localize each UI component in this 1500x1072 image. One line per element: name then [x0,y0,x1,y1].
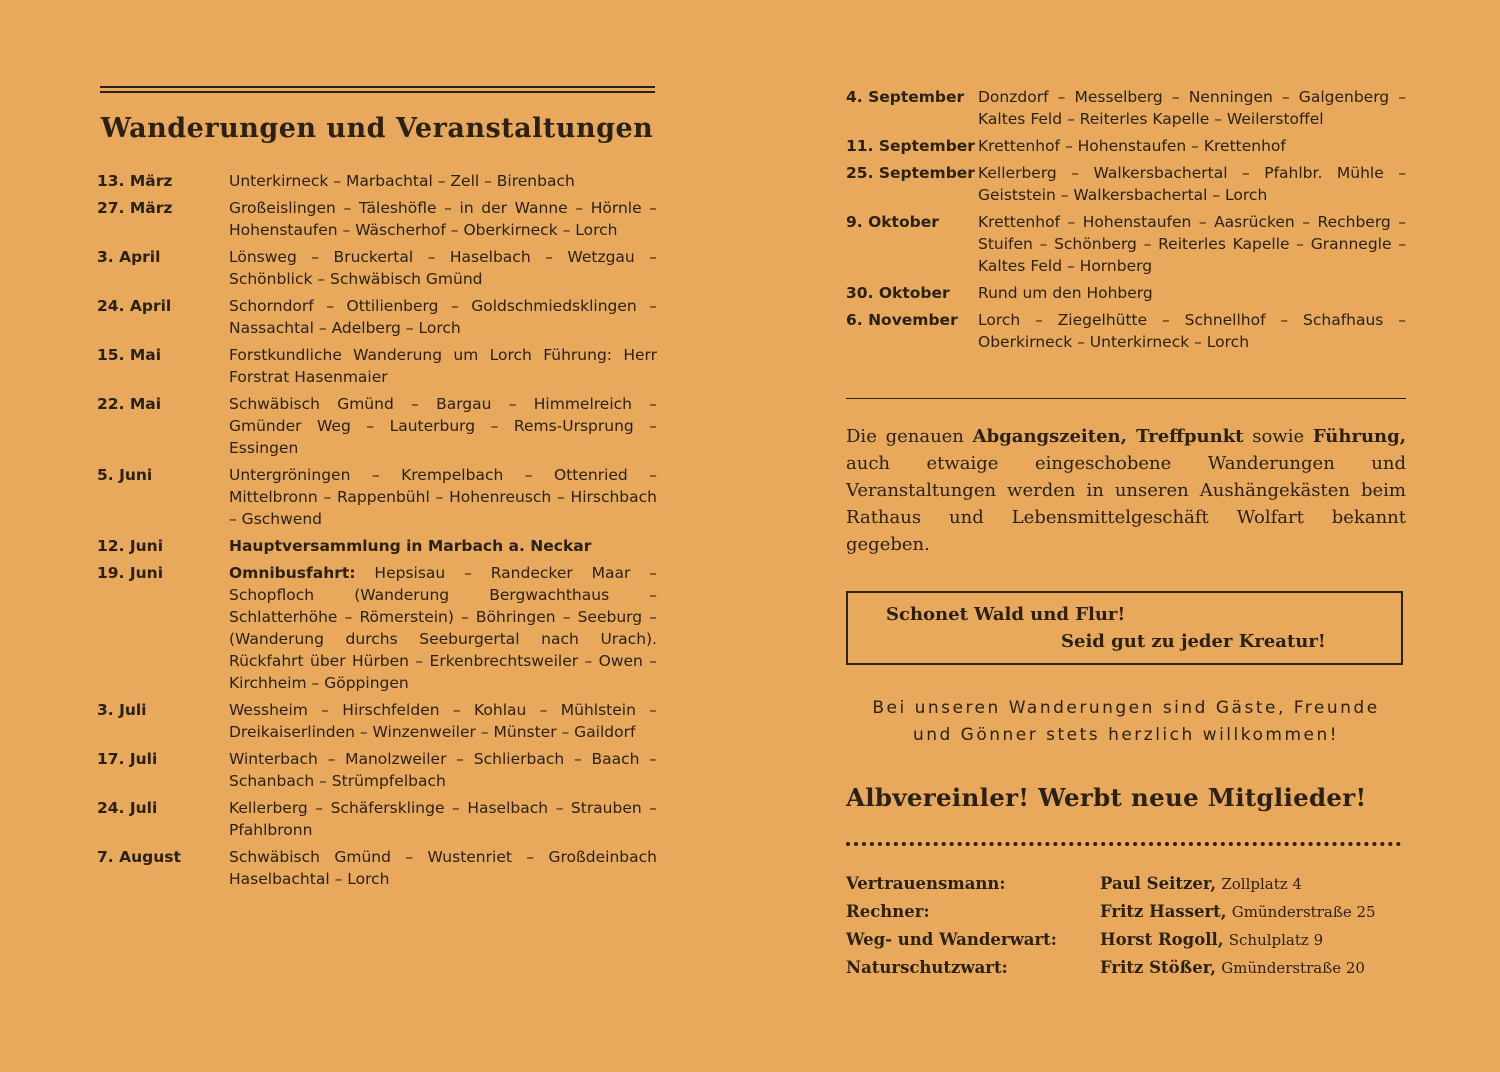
entry-route: Rund um den Hohberg [978,284,1153,302]
schedule-entry [97,344,657,388]
schedule-entry [97,562,657,694]
officer-role: Vertrauensmann: [846,874,1006,893]
welcome-text: Bei unseren Wanderungen sind Gäste, Freunde und Gönner stets herzlich willkommen! [872,698,1380,745]
entry-date: 25. September [846,164,975,182]
entry-date: 11. September [846,137,975,155]
entry-date: 5. Juni [97,466,153,484]
entry-date: 13. März [97,172,173,190]
entry-date: 12. Juni [97,537,164,555]
schedule-entry [97,535,657,557]
entry-route: Hauptversammlung in Marbach a. Neckar [229,537,592,555]
double-rule [100,86,655,93]
schedule-entry [846,162,1406,206]
right-page [846,86,1406,982]
entry-date: 19. Juni [97,564,164,582]
entry-route: Donzdorf – Messelberg – Nenningen – Galgenberg – Kaltes Feld – Reiterles Kapelle – Weilerstoffel [978,88,1406,128]
entry-date: 22. Mai [97,395,162,413]
schedule-list [97,170,657,895]
entry-date: 3. April [97,248,161,266]
membership-slogan: Albvereinler! Werbt neue Mitglieder! [846,783,1367,812]
schedule-entry [846,211,1406,277]
officers-list [846,870,1406,982]
schedule-list-continued [846,86,1406,358]
page-title: Wanderungen und Veranstaltungen [100,113,654,144]
entry-route: Omnibusfahrt: Hepsisau – Randecker Maar – Schopfloch (Wanderung Bergwachthaus – Schlatterhöhe – Römerstein) – Böhringen – Seeburg – (Wanderung durchs Seeburgertal nach Urach). Rückfahrt über Hürben – Erkenbrechtsweiler – Owen – Kirchheim – Göppingen [229,564,657,692]
officer-row [846,870,1406,898]
schedule-entry [97,748,657,792]
dotted-divider [846,842,1401,846]
entry-route: Forstkundliche Wanderung um Lorch Führung: Herr Forstrat Hasenmaier [229,346,657,386]
schedule-entry [846,309,1406,353]
entry-route: Schwäbisch Gmünd – Wustenriet – Großdeinbach Haselbachtal – Lorch [229,848,657,888]
entry-route: Kellerberg – Schäfersklinge – Haselbach – Strauben – Pfahlbronn [229,799,657,839]
entry-route: Krettenhof – Hohenstaufen – Krettenhof [978,137,1286,155]
officer-contact: Paul Seitzer, Zollplatz 4 [1100,874,1302,893]
entry-route: Kellerberg – Walkersbachertal – Pfahlbr. Mühle – Geiststein – Walkersbachertal – Lorch [978,164,1406,204]
entry-route: Winterbach – Manolzweiler – Schlierbach – Baach – Schanbach – Strümpfelbach [229,750,657,790]
entry-date: 24. Juli [97,799,158,817]
divider [846,398,1406,399]
officer-contact: Fritz Stößer, Gmünderstraße 20 [1100,958,1365,977]
entry-route: Untergröningen – Krempelbach – Ottenried – Mittelbronn – Rappenbühl – Hohenreusch – Hirschbach – Gschwend [229,466,657,528]
officer-row [846,954,1406,982]
nature-motto-box [846,591,1403,665]
entry-date: 17. Juli [97,750,158,768]
schedule-entry [846,86,1406,130]
entry-route: Krettenhof – Hohenstaufen – Aasrücken – Rechberg – Stuifen – Schönberg – Reiterles Kapelle – Grannegle – Kaltes Feld – Hornberg [978,213,1406,275]
schedule-entry [97,295,657,339]
motto-line-1: Schonet Wald und Flur! [886,604,1126,625]
entry-route: Schorndorf – Ottilienberg – Goldschmiedsklingen – Nassachtal – Adelberg – Lorch [229,297,657,337]
schedule-entry [97,464,657,530]
officer-row [846,898,1406,926]
officer-role: Rechner: [846,902,930,921]
entry-route: Wessheim – Hirschfelden – Kohlau – Mühlstein – Dreikaiserlinden – Winzenweiler – Münster – Gaildorf [229,701,657,741]
schedule-entry [97,846,657,890]
entry-route: Großeislingen – Täleshöfle – in der Wanne – Hörnle – Hohenstaufen – Wäscherhof – Oberkirneck – Lorch [229,199,657,239]
entry-route: Schwäbisch Gmünd – Bargau – Himmelreich – Gmünder Weg – Lauterburg – Rems-Ursprung – Essingen [229,395,657,457]
entry-route: Unterkirneck – Marbachtal – Zell – Birenbach [229,172,575,190]
schedule-entry [97,246,657,290]
entry-date: 24. April [97,297,172,315]
notice-paragraph: Die genauen Abgangszeiten, Treffpunkt sowie Führung, auch etwaige eingeschobene Wanderungen und Veranstaltungen werden in unseren Aushängekästen beim Rathaus und Lebensmittelgeschäft Wolfart bekannt gegeben. [846,426,1406,555]
left-page [97,86,657,895]
schedule-entry [846,282,1406,304]
entry-date: 6. November [846,311,958,329]
entry-date: 3. Juli [97,701,147,719]
schedule-entry [97,393,657,459]
schedule-entry [97,797,657,841]
entry-date: 7. August [97,848,181,866]
entry-date: 15. Mai [97,346,162,364]
officer-row [846,926,1406,954]
schedule-entry [97,170,657,192]
entry-date: 27. März [97,199,173,217]
entry-date: 4. September [846,88,965,106]
schedule-entry [846,135,1406,157]
entry-route: Lorch – Ziegelhütte – Schnellhof – Schafhaus – Oberkirneck – Unterkirneck – Lorch [978,311,1406,351]
officer-contact: Horst Rogoll, Schulplatz 9 [1100,930,1324,949]
officer-contact: Fritz Hassert, Gmünderstraße 25 [1100,902,1376,921]
officer-role: Weg- und Wanderwart: [846,930,1057,949]
officer-role: Naturschutzwart: [846,958,1008,977]
entry-route: Lönsweg – Bruckertal – Haselbach – Wetzgau – Schönblick – Schwäbisch Gmünd [229,248,657,288]
schedule-entry [97,197,657,241]
entry-date: 30. Oktober [846,284,950,302]
motto-line-2: Seid gut zu jeder Kreatur! [1061,631,1326,652]
schedule-entry [97,699,657,743]
entry-date: 9. Oktober [846,213,939,231]
